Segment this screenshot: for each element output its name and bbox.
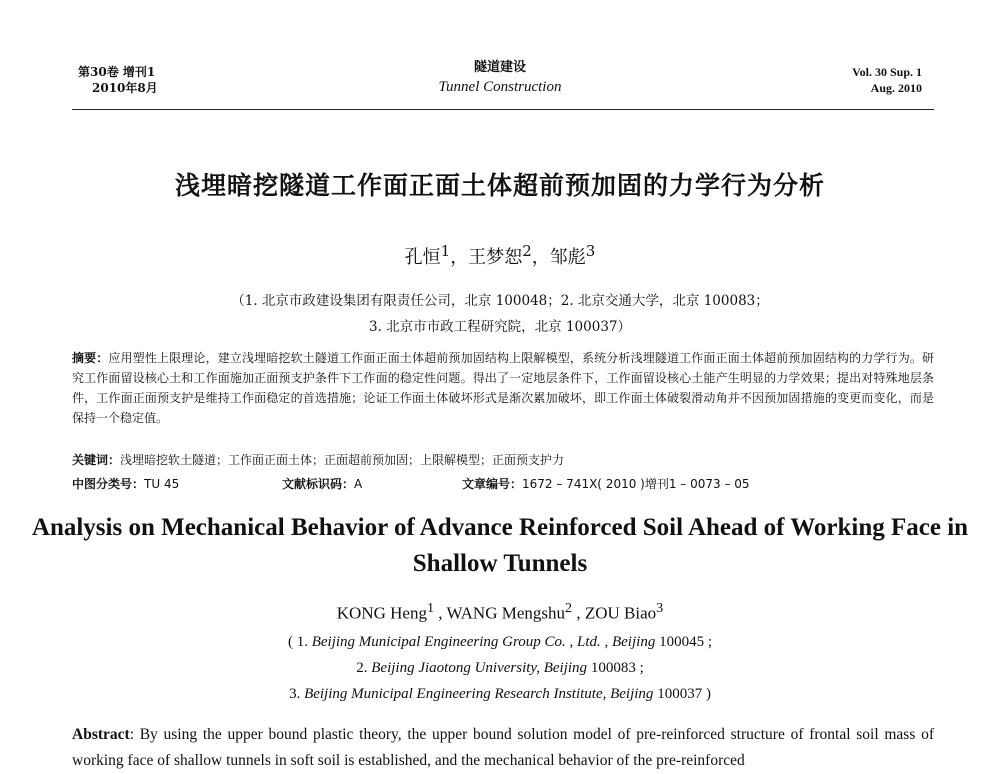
- author-cn-1: 孔恒: [404, 247, 441, 268]
- affiliation-en-line-2: [0, 660, 1000, 677]
- title-cn: 浅埋暗挖隧道工作面正面土体超前预加固的力学行为分析: [174, 171, 825, 200]
- abstract-en-text: : By using the upper bound plastic theory, the upper bound solution model of pre-reinforced structure of frontal soil mass of working face of shallow tunnels in soft soil is established, and the mechanical behavior of the pre-reinforced: [72, 726, 934, 769]
- header-date-en: Aug. 2010: [870, 81, 922, 95]
- affiliation-en-3-num: 3.: [289, 686, 305, 702]
- author-en-3: ZOU Biao: [584, 603, 657, 623]
- author-cn-3: 邹彪: [549, 247, 586, 268]
- header-date-cn: 2010年8月: [92, 81, 158, 95]
- article-number: [462, 474, 750, 494]
- author-cn-2: 王梦恕: [468, 247, 523, 268]
- keywords-cn-text: 浅埋暗挖软土隧道；工作面正面土体；正面超前预加固；上限解模型；正面预支护力: [120, 453, 565, 467]
- affiliation-en-2-text: Beijing Jiaotong University, Beijing: [371, 660, 588, 676]
- affiliation-en-2-num: 2.: [356, 660, 372, 676]
- art-value: 1672 – 741X( 2010 )增刊1 – 0073 – 05: [522, 477, 750, 491]
- doc-value: A: [354, 477, 363, 491]
- author-en-2-sup: 2: [565, 600, 573, 616]
- clc-value: TU 45: [144, 477, 180, 491]
- affiliation-en-2-code: 100083 ;: [587, 660, 644, 676]
- author-en-1-sup: 1: [426, 600, 435, 616]
- author-en-2: WANG Mengshu: [446, 603, 566, 623]
- abstract-en-label: Abstract: [72, 726, 130, 743]
- header-vol-en: Vol. 30 Sup. 1: [852, 65, 922, 79]
- author-separator: ,: [434, 603, 447, 623]
- author-en-1: KONG Heng: [336, 603, 427, 623]
- header-volume-en: [852, 64, 922, 96]
- author-cn-2-sup: 2: [522, 242, 532, 260]
- affiliation-en-line-3: [0, 686, 1000, 703]
- affiliation-en-3-code: 100037 ): [653, 686, 711, 702]
- abstract-cn: [72, 348, 934, 428]
- author-en-3-sup: 3: [656, 600, 664, 616]
- document-code: [282, 474, 362, 494]
- journal-name-cn: 隧道建设: [473, 60, 526, 75]
- art-label: 文章编号：: [462, 477, 523, 491]
- journal-name: [0, 60, 1000, 95]
- title-en: Analysis on Mechanical Behavior of Advance Reinforced Soil Ahead of Working Face in Shallow Tunnels: [31, 514, 969, 577]
- authors-en: [0, 600, 1000, 624]
- clc-label: 中图分类号：: [72, 477, 145, 491]
- header-vol-cn: 第30卷 增刊1: [78, 65, 156, 79]
- affiliation-en-1-num: ( 1.: [287, 634, 312, 650]
- clc-number: [72, 474, 179, 494]
- affiliation-en-1-code: 100045 ;: [655, 634, 712, 650]
- affiliation-en-line-1: [0, 634, 1000, 651]
- author-separator: ，: [450, 247, 469, 268]
- author-separator: ，: [531, 247, 550, 268]
- affiliation-en-3-text: Beijing Municipal Engineering Research Institute, Beijing: [304, 686, 654, 702]
- abstract-cn-label: 摘要：: [72, 351, 109, 365]
- keywords-cn: [72, 450, 934, 470]
- keywords-cn-label: 关键词：: [72, 453, 121, 467]
- header-rule: [72, 109, 934, 110]
- affiliation-cn-line-2: 3. 北京市市政工程研究院，北京 100037）: [369, 319, 631, 335]
- affiliation-cn-line-1: （1. 北京市政建设集团有限责任公司，北京 100048；2. 北京交通大学，北京 100083；: [231, 293, 769, 309]
- abstract-en: [72, 722, 934, 774]
- doc-label: 文献标识码：: [282, 477, 355, 491]
- journal-name-en: Tunnel Construction: [438, 79, 562, 95]
- author-cn-3-sup: 3: [585, 242, 596, 260]
- affiliation-en-1-text: Beijing Municipal Engineering Group Co. , Ltd. , Beijing: [311, 634, 656, 650]
- abstract-cn-text: 应用塑性上限理论，建立浅埋暗挖软土隧道工作面正面土体超前预加固结构上限解模型，系统分析浅埋隧道工作面正面土体超前预加固结构的力学行为。研究工作面留设核心土和工作面施加正面预支护条件下工作面的稳定性问题。得出了一定地层条件下，工作面留设核心土能产生明显的力学效果；提出对特殊地层条件，工作面正面预支护是维持工作面稳定的首选措施；论证工作面土体破坏形式是渐次累加破坏，即工作面土体破裂滑动角并不因预加固措施的变更而变化，而是保持一个稳定值。: [72, 351, 934, 425]
- author-cn-1-sup: 1: [440, 242, 451, 260]
- authors-cn: [0, 242, 1000, 269]
- author-separator: ,: [572, 603, 585, 623]
